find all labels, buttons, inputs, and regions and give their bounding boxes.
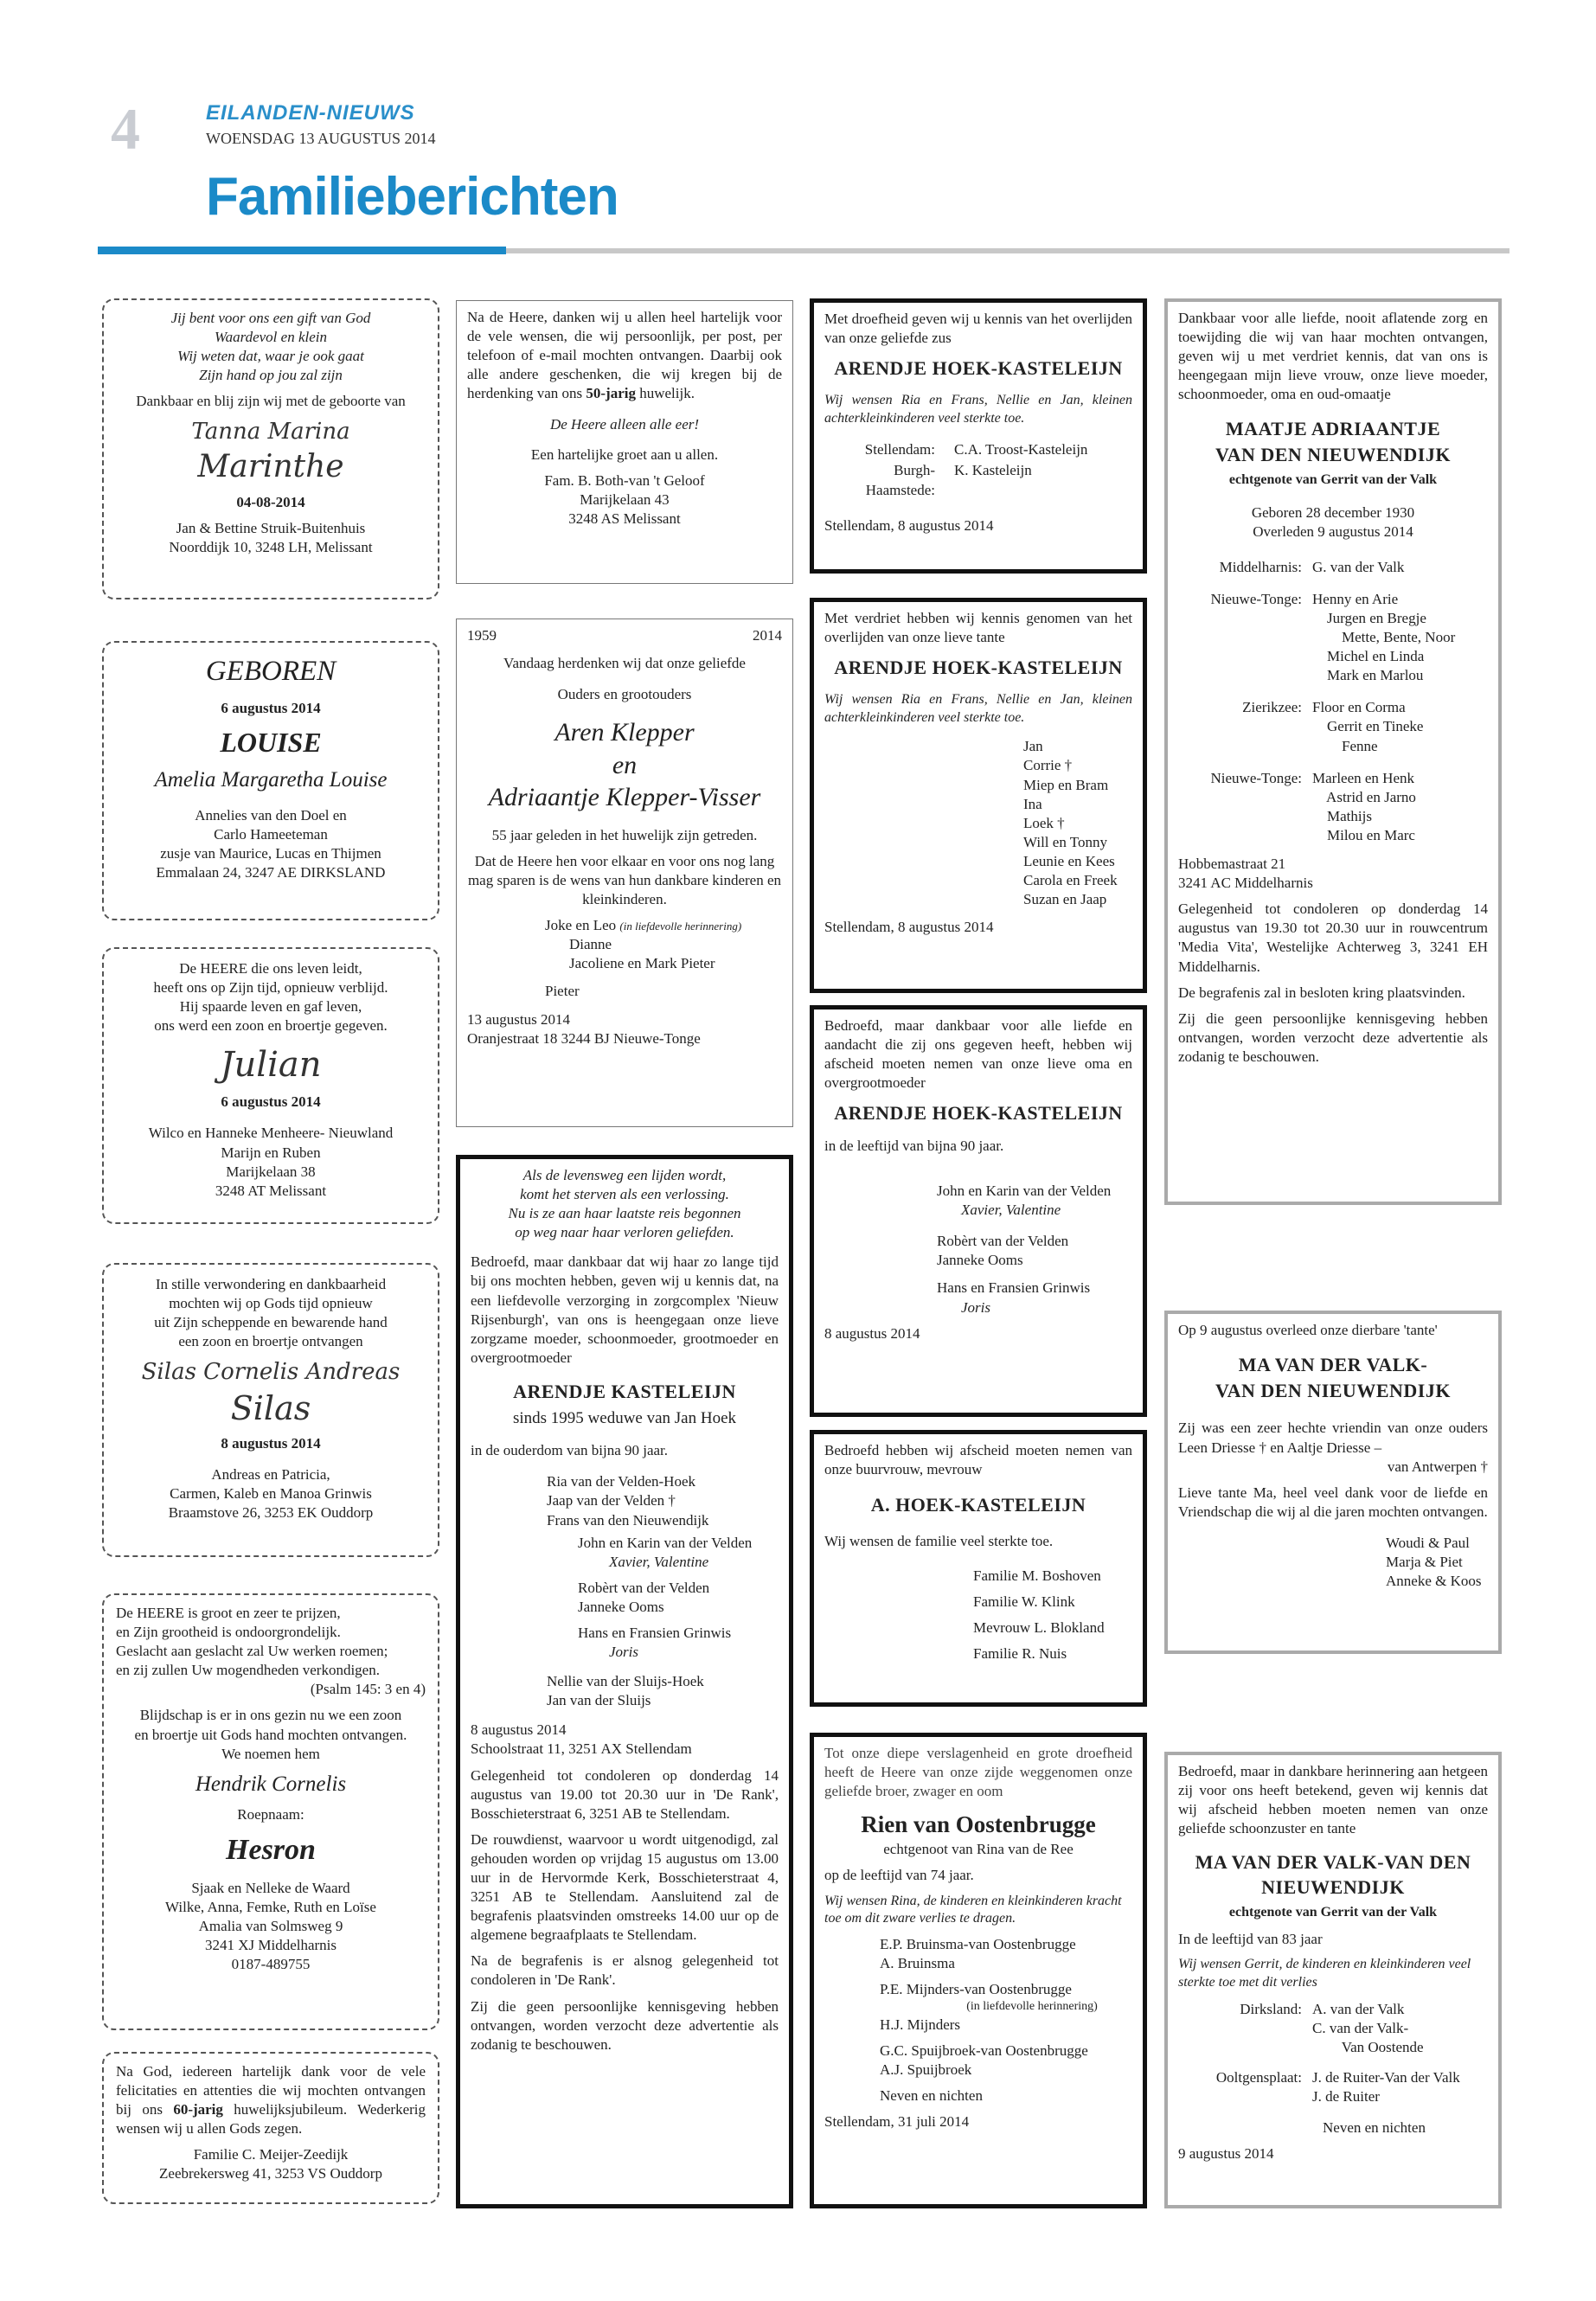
children-3: Pieter [545, 983, 580, 1000]
ad-poem: De HEERE die ons leven leidt, heeft ons op Zijn tijd, opnieuw verblijd. Hij spaarde leven en gaf leven, ons werd een zoon en broertje gegeven. [153, 960, 388, 1035]
ad-wish: Wij wensen de familie veel sterkte toe. [824, 1532, 1054, 1549]
ad-intro: Vandaag herdenken wij dat onze geliefde [503, 655, 746, 672]
condolence-info: Gelegenheid tot condoleren op donderdag 14 augustus van 19.30 tot 20.30 uur in rouwcentrum 'Media Vita', Westelijke Achterweg 3, 3241 EH Middelharnis. [1178, 901, 1488, 975]
jubilee-years: 50-jarig [586, 385, 636, 402]
signatories: Fam. B. Both-van 't Geloof Marijkelaan 43 3248 AS Melissant [544, 471, 705, 527]
signatory-row [824, 460, 1087, 500]
deceased-name: ARENDJE KASTELEIJN [513, 1380, 736, 1402]
family-2: John en Karin van der Velden [578, 1534, 753, 1551]
family-3: G.C. Spuijbroek-van Oostenbrugge A.J. Spuijbroek [880, 2041, 1088, 2078]
child-first-names: Tanna Marina [191, 419, 350, 445]
signatory-family: Mevrouw L. Blokland [973, 1619, 1105, 1637]
death-ad-grandchildren [810, 1005, 1147, 1417]
family-row [1178, 589, 1455, 697]
deceased-spouse: echtgenoot van Rina van de Ree [883, 1841, 1074, 1858]
deceased-age: In de leeftijd van 83 jaar [1178, 1931, 1323, 1948]
page-number: 4 [111, 96, 140, 162]
notice-text: Zij die geen persoonlijke kennisgeving hebben ontvangen, worden verzocht deze advertentie als zodanig te beschouwen. [471, 1997, 779, 2053]
psalm-text: De HEERE is groot en zeer te prijzen, en Zijn grootheid is ondoorgrondelijk. Geslacht aan geslacht zal Uw werken roemen; en zij zullen Uw mogendheden verkondigen. [116, 1605, 388, 1679]
family-place: Nieuwe-Tonge: [1210, 769, 1302, 786]
ad-text: Dankbaar voor alle liefde, nooit aflatende zorg en toewijding die wij van haar mochten ontvangen, geven wij u met verdriet kennis, dat van ons is heengegaan mijn lieve vrouw, onze lieve moeder, schoonmoeder, oma en oud-omaatje [1178, 310, 1488, 403]
signatory-name: K. Kasteleijn [954, 462, 1032, 479]
ad-text: Bedroefd, maar dankbaar dat wij haar zo lange tijd bij ons mochten hebben, geven wij u kennis dat, na een liefdevolle verzorging in zorgcomplex 'Nieuw Rijsenburgh', van ons is heengegaan onze lieve zorgzame moeder, schoonmoeder, grootmoeder en overgrootmoeder [471, 1253, 779, 1366]
ad-text: Met verdriet hebben wij kennis genomen van het overlijden van onze lieve tante [824, 610, 1132, 646]
header-rule-accent [98, 247, 506, 254]
birth-ad-hesron [102, 1593, 439, 2030]
child-name: Hendrik Cornelis [195, 1772, 347, 1796]
deceased-name: MA VAN DER VALK-VAN DEN NIEUWENDIJK [1195, 1851, 1471, 1898]
children-1: Joke en Leo [545, 917, 617, 934]
parents: Wilco en Hanneke Menheere- Nieuwland Marijn en Ruben Marijkelaan 38 3248 AT Melissant [148, 1125, 394, 1199]
in-memoriam-note: (in liefdevolle herinnering) [619, 920, 742, 933]
psalm-reference: (Psalm 145: 3 en 4) [310, 1681, 426, 1698]
birth-date: 6 augustus 2014 [221, 699, 321, 716]
ad-date: Stellendam, 8 augustus 2014 [824, 919, 994, 936]
signatory-names: Woudi & Paul Marja & Piet Anneke & Koos [1386, 1534, 1482, 1590]
ad-heading: GEBOREN [205, 656, 337, 687]
deceased-name: MAATJE ADRIAANTJE VAN DEN NIEUWENDIJK [1215, 418, 1451, 466]
ad-text: Blijdschap is er in ons gezin nu we een zoon en broertje uit Gods hand mochten ontvangen. We noemen hem [134, 1707, 407, 1762]
death-ad-sisters [810, 298, 1147, 574]
signatory-family: Familie M. Boshoven [973, 1567, 1101, 1584]
year-to: 2014 [753, 627, 782, 644]
death-ad-van-den-nieuwendijk [1164, 298, 1502, 1205]
ad-text-end: huwelijk. [639, 385, 695, 402]
death-ad-in-laws [1164, 1752, 1502, 2208]
signatory-place: Stellendam: [864, 441, 935, 458]
ad-wish: Wij wensen Rina, de kinderen en kleinkinderen kracht toe om dit zware verlies te dragen. [824, 1893, 1122, 1926]
family-place: Dirksland: [1240, 2001, 1302, 2018]
in-memoriam-note: (in liefdevolle herinnering) [966, 2000, 1098, 2014]
ad-poem: Jij bent voor ons een gift van God Waardevol en klein Wij weten dat, waar je ook gaat Zijn hand op jou zal zijn [170, 310, 371, 384]
family-names: Floor en Corma Gerrit en Tineke Fenne [1312, 699, 1424, 754]
ad-text-2: Dat de Heere hen voor elkaar en voor ons nog lang mag sparen is de wens van hun dankbare kinderen en kleinkinderen. [467, 852, 782, 908]
newspaper-logo: EILANDEN-NIEUWS [206, 101, 415, 125]
ad-intro: Dankbaar en blij zijn wij met de geboorte van [136, 393, 406, 410]
child-full-name: Amelia Margaretha Louise [154, 767, 388, 792]
death-ad-nieces [810, 598, 1147, 993]
family-row [1178, 1999, 1460, 2067]
ad-relation: Ouders en grootouders [557, 686, 692, 703]
family-1-kids: Xavier, Valentine [961, 1202, 1061, 1219]
ad-date: Stellendam, 31 juli 2014 [824, 2113, 970, 2130]
ad-text: Met droefheid geven wij u kennis van het overlijden van onze geliefde zus [824, 311, 1132, 347]
signatory-family: Familie W. Klink [973, 1593, 1075, 1610]
ad-date: 9 augustus 2014 [1178, 2144, 1274, 2162]
family-2-kids: Xavier, Valentine [609, 1553, 709, 1570]
ad-address: Hobbemastraat 21 3241 AC Middelharnis [1178, 856, 1313, 892]
call-name-label: Roepnaam: [237, 1806, 304, 1823]
deceased-name: Rien van Oostenbrugge [861, 1811, 1096, 1838]
family-3: Hans en Fransien Grinwis [937, 1279, 1091, 1297]
signatory-name: C.A. Troost-Kasteleijn [954, 441, 1088, 458]
birth-date: 8 augustus 2014 [221, 1434, 321, 1452]
family-1: E.P. Bruinsma-van Oostenbrugge A. Bruinsma [880, 1936, 1076, 1972]
deceased-name: A. HOEK-KASTELEIJN [870, 1494, 1086, 1516]
child-full-name: Silas Cornelis Andreas [141, 1359, 401, 1386]
anniversary-ad-klepper [456, 619, 793, 1127]
death-ad-neighbours [810, 1430, 1147, 1707]
notice-text: Zij die geen persoonlijke kennisgeving hebben ontvangen, worden verzocht deze advertentie als zodanig te beschouwen. [1178, 1009, 1488, 1065]
death-ad-friends [1164, 1311, 1502, 1654]
ad-wish: Wij wensen Ria en Frans, Nellie en Jan, kleinen achterkleinkinderen veel sterkte toe. [824, 691, 1132, 725]
funeral-info: De begrafenis zal in besloten kring plaatsvinden. [1178, 984, 1465, 1001]
family-1: Ria van der Velden-Hoek Jaap van der Velden † Frans van den Nieuwendijk [547, 1473, 709, 1529]
family-2: Robèrt van der Velden Janneke Ooms [937, 1233, 1069, 1269]
deceased-subtitle: sinds 1995 weduwe van Jan Hoek [512, 1408, 737, 1427]
ad-greeting: Een hartelijke groet aan u allen. [530, 445, 719, 463]
family-row [1178, 768, 1455, 846]
deceased-age: in de leeftijd van bijna 90 jaar. [824, 1137, 1004, 1154]
family-4-kids: Joris [609, 1644, 638, 1661]
date-address: 8 augustus 2014 Schoolstraat 11, 3251 AX Stellendam [471, 1721, 692, 1758]
family-row [1178, 557, 1455, 589]
family-table [1178, 1999, 1460, 2107]
child-call-name: Silas [230, 1389, 311, 1428]
jubilee-years: 60-jarig [173, 2101, 223, 2118]
birth-date: 04-08-2014 [236, 494, 305, 511]
deceased-name: ARENDJE HOEK-KASTELEIJN [834, 1102, 1123, 1125]
thanks-ad-jubilee-60 [102, 2052, 439, 2204]
deceased-name: MA VAN DER VALK- VAN DEN NIEUWENDIJK [1215, 1354, 1451, 1401]
family-place: Ooltgensplaat: [1215, 2069, 1302, 2086]
after-funeral-info: Na de begrafenis is er alsnog gelegenheid tot condoleren in 'De Rank'. [471, 1952, 779, 1989]
family-3-kids: Joris [961, 1298, 990, 1316]
ad-text-2-end: van Antwerpen † [1387, 1458, 1488, 1475]
parents: Annelies van den Doel en Carlo Hameeteman zusje van Maurice, Lucas en Thijmen Emmalaan 24, 3247 AE DIRKSLAND [156, 807, 386, 881]
ad-text-2: Zij was een zeer hechte vriendin van onze ouders Leen Driesse † en Aaltje Driesse – [1178, 1420, 1488, 1456]
family-place: Zierikzee: [1242, 699, 1302, 716]
header-rule [506, 248, 1509, 253]
nephews-nieces: Neven en nichten [1323, 2118, 1426, 2136]
death-ad-kasteleijn [456, 1155, 793, 2208]
ad-text: Na God, iedereen hartelijk dank voor de vele felicitaties en attenties die wij mochten ontvangen bij ons [116, 2063, 426, 2118]
ad-date: 13 augustus 2014 [467, 1010, 570, 1028]
children-2: Dianne Jacoliene en Mark Pieter [569, 936, 715, 972]
signatories-table [824, 439, 1087, 500]
ad-date: 8 augustus 2014 [824, 1324, 920, 1342]
signatory-family: Familie R. Nuis [973, 1645, 1067, 1663]
ad-poem: Als de levensweg een lijden wordt, komt het sterven als een verlossing. Nu is ze aan haar laatste reis begonnen op weg naar haar verloren geliefden. [508, 1167, 741, 1241]
deceased-age: in de ouderdom van bijna 90 jaar. [471, 1442, 669, 1459]
thanks-ad-jubilee-50 [456, 300, 793, 584]
deceased-spouse: echtgenote van Gerrit van der Valk [1228, 471, 1438, 487]
family-names: A. van der Valk C. van der Valk- Van Oostende [1312, 2001, 1424, 2056]
parents: Sjaak en Nelleke de Waard Wilke, Anna, Femke, Ruth en Loïse Amalia van Solmsweg 9 3241 XJ Middelharnis 0187-489755 [165, 1879, 376, 1972]
ad-text-end: huwelijksjubileum. Wederkerig wensen wij u allen Gods zegen. [116, 2101, 426, 2138]
couple-names: Aren Klepper en Adriaantje Klepper-Visser [488, 718, 761, 812]
ad-text: Bedroefd, maar in dankbare herinnering aan hetgeen zij voor ons heeft betekend, geven wij kennis dat wij afscheid hebben moeten nemen van onze geliefde schoonzuster en tante [1178, 1763, 1488, 1837]
death-ad-van-oostenbrugge [810, 1733, 1147, 2208]
family-names: J. de Ruiter-Van der Valk J. de Ruiter [1312, 2069, 1460, 2106]
deceased-name: ARENDJE HOEK-KASTELEIJN [834, 657, 1123, 679]
ad-date: Stellendam, 8 augustus 2014 [824, 516, 994, 534]
child-name: LOUISE [220, 726, 322, 758]
child-call-name: Marinthe [197, 449, 344, 485]
condolence-info: Gelegenheid tot condoleren op donderdag 14 augustus van 19.00 tot 20.30 uur in 'De Rank', Bosschieterstraat 6, 3251 AB te Stellendam. [471, 1766, 779, 1822]
life-dates: Geboren 28 december 1930 Overleden 9 augustus 2014 [1251, 503, 1415, 540]
ad-text: Na de Heere, danken wij u allen heel hartelijk voor de vele wensen, die wij persoonlijk, per post, per telefoon of e-mail mochten ontvangen. Daarbij ook alle andere geschenken, die wij kregen bij de herdenking van ons [467, 309, 782, 402]
family-1: John en Karin van der Velden [937, 1183, 1112, 1200]
ad-wish: Wij wensen Gerrit, de kinderen en kleinkinderen veel sterkte toe met dit verlies [1178, 1957, 1471, 1990]
signatories: Familie C. Meijer-Zeedijk Zeebrekersweg 41, 3253 VS Ouddorp [159, 2146, 382, 2182]
family-place: Middelharnis: [1219, 558, 1302, 575]
section-title: Familieberichten [206, 167, 619, 227]
ad-address: Oranjestraat 18 3244 BJ Nieuwe-Tonge [467, 1029, 701, 1047]
child-call-name: Hesron [226, 1834, 316, 1867]
family-place: Nieuwe-Tonge: [1210, 590, 1302, 607]
signatory-names: Jan Corrie † Miep en Bram Ina Loek † Will en Tonny Leunie en Kees Carola en Freek Suzan en Jaap [1023, 738, 1118, 908]
family-row [1178, 2067, 1460, 2107]
family-names: Henny en Arie Jurgen en Bregje Mette, Bente, Noor Michel en Linda Mark en Marlou [1312, 590, 1456, 684]
parents: Andreas en Patricia, Carmen, Kaleb en Manoa Grinwis Braamstove 26, 3253 EK Ouddorp [168, 1465, 374, 1521]
birth-ad-silas [102, 1263, 439, 1557]
birth-date: 6 augustus 2014 [221, 1093, 321, 1111]
issue-date: WOENSDAG 13 AUGUSTUS 2014 [206, 130, 436, 147]
deceased-age: op de leeftijd van 74 jaar. [824, 1867, 974, 1884]
parents: Jan & Bettine Struik-Buitenhuis Noorddijk 10, 3248 LH, Melissant [169, 520, 373, 556]
ad-text: In stille verwondering en dankbaarheid mochten wij op Gods tijd opnieuw uit Zijn scheppende en bewarende hand een zoon en broertje ontvangen [154, 1276, 388, 1350]
birth-ad-marinthe [102, 298, 439, 599]
deceased-name: ARENDJE HOEK-KASTELEIJN [834, 357, 1123, 380]
year-from: 1959 [467, 627, 497, 644]
ad-text: 55 jaar geleden in het huwelijk zijn getreden. [491, 826, 758, 843]
family-names: Marleen en Henk Astrid en Jarno Mathijs Milou en Marc [1312, 769, 1416, 843]
ad-text: Bedroefd hebben wij afscheid moeten nemen van onze buurvrouw, mevrouw [824, 1442, 1132, 1478]
deceased-spouse: echtgenote van Gerrit van der Valk [1228, 1904, 1438, 1920]
birth-ad-julian [102, 947, 439, 1224]
family-4: Neven en nichten [880, 2086, 983, 2104]
family-table [1178, 557, 1455, 846]
family-names: G. van der Valk [1312, 558, 1405, 575]
signatory-place: Burgh-Haamstede: [865, 462, 935, 498]
family-2: P.E. Mijnders-van Oostenbrugge [880, 1981, 1072, 1998]
family-4: Hans en Fransien Grinwis [578, 1624, 732, 1641]
family-5: Nellie van der Sluijs-Hoek Jan van der Sluijs [547, 1673, 704, 1709]
birth-ad-louise [102, 641, 439, 920]
child-name: Julian [220, 1045, 322, 1086]
ad-text: Bedroefd, maar dankbaar voor alle liefde en aandacht die zij ons gegeven heeft, hebben wij afscheid moeten nemen van onze lieve oma en overgrootmoeder [824, 1017, 1132, 1092]
ad-text: Op 9 augustus overleed onze dierbare 'tante' [1178, 1322, 1438, 1338]
family-3: Robèrt van der Velden Janneke Ooms [578, 1579, 710, 1615]
ad-text-3: Lieve tante Ma, heel veel dank voor de liefde en Vriendschap die wij al die jaren mochten ontvangen. [1178, 1484, 1488, 1520]
family-row [1178, 697, 1455, 767]
ad-text: Tot onze diepe verslagenheid en grote droefheid heeft de Heere van onze zijde weggenomen onze geliefde broer, zwager en oom [824, 1745, 1132, 1800]
ad-motto: De Heere alleen alle eer! [549, 416, 700, 433]
family-2b: H.J. Mijnders [880, 2016, 961, 2033]
service-info: De rouwdienst, waarvoor u wordt uitgenodigd, zal gehouden worden op vrijdag 15 augustus om 13.00 uur in de Hervormde Kerk, Bosschieterstraat 4, 3251 AB te Stellendam. Aansluitend zal de begrafenis plaatsvinden omstreeks 14.00 uur op de algemene begraafplaats te Stellendam. [471, 1830, 779, 1944]
signatory-row [824, 439, 1087, 460]
ad-wish: Wij wensen Ria en Frans, Nellie en Jan, kleinen achterkleinkinderen veel sterkte toe. [824, 392, 1132, 426]
